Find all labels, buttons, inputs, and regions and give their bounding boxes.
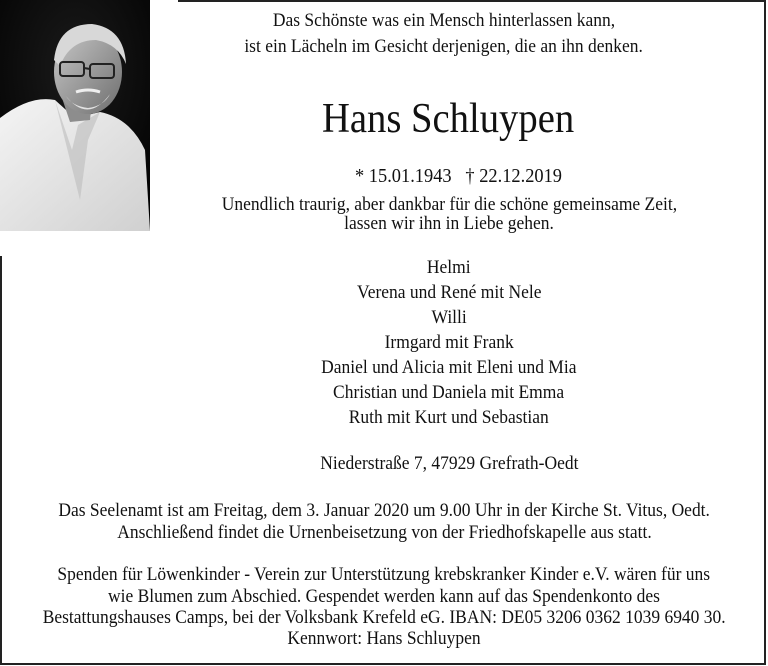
family-member: Helmi <box>427 257 471 278</box>
family-member: Irmgard mit Frank <box>384 332 514 353</box>
quote-line-1: Das Schönste was ein Mensch hinterlassen kann, <box>272 10 616 31</box>
sentiment-line-1: Unendlich traurig, aber dankbar für die schöne gemeinsame Zeit, <box>221 194 677 215</box>
border-top <box>178 0 766 2</box>
deceased-name: Hans Schluypen <box>321 96 575 142</box>
donation-keyword: Kennwort: Hans Schluypen <box>287 628 481 649</box>
border-bottom <box>0 663 766 665</box>
quote-line-2: ist ein Lächeln im Gesicht derjenigen, die an ihn denken. <box>244 36 644 57</box>
donation-line-3: Bestattungshauses Camps, bei der Volksbank Krefeld eG. IBAN: DE05 3206 0362 1039 6940 30. <box>42 607 726 628</box>
family-member: Willi <box>431 307 467 328</box>
family-address: Niederstraße 7, 47929 Grefrath-Oedt <box>319 453 579 474</box>
family-member: Ruth mit Kurt und Sebastian <box>348 407 550 428</box>
service-line-2: Anschließend findet die Urnenbeisetzung von der Friedhofskapelle aus statt. <box>116 522 652 543</box>
sentiment-line-2: lassen wir ihn in Liebe gehen. <box>344 213 554 234</box>
donation-line-2: wie Blumen zum Abschied. Gespendet werden kann auf das Spendenkonto des <box>108 586 660 607</box>
family-member: Christian und Daniela mit Emma <box>333 382 565 403</box>
service-line-1: Das Seelenamt ist am Freitag, dem 3. Januar 2020 um 9.00 Uhr in der Kirche St. Vitus, Oedt. <box>58 500 710 521</box>
family-member: Verena und René mit Nele <box>356 282 542 303</box>
donation-line-1: Spenden für Löwenkinder - Verein zur Unterstützung krebskranker Kinder e.V. wären für uns <box>57 564 711 585</box>
life-dates: * 15.01.1943 † 22.12.2019 <box>354 165 562 187</box>
family-member: Daniel und Alicia mit Eleni und Mia <box>321 357 577 378</box>
